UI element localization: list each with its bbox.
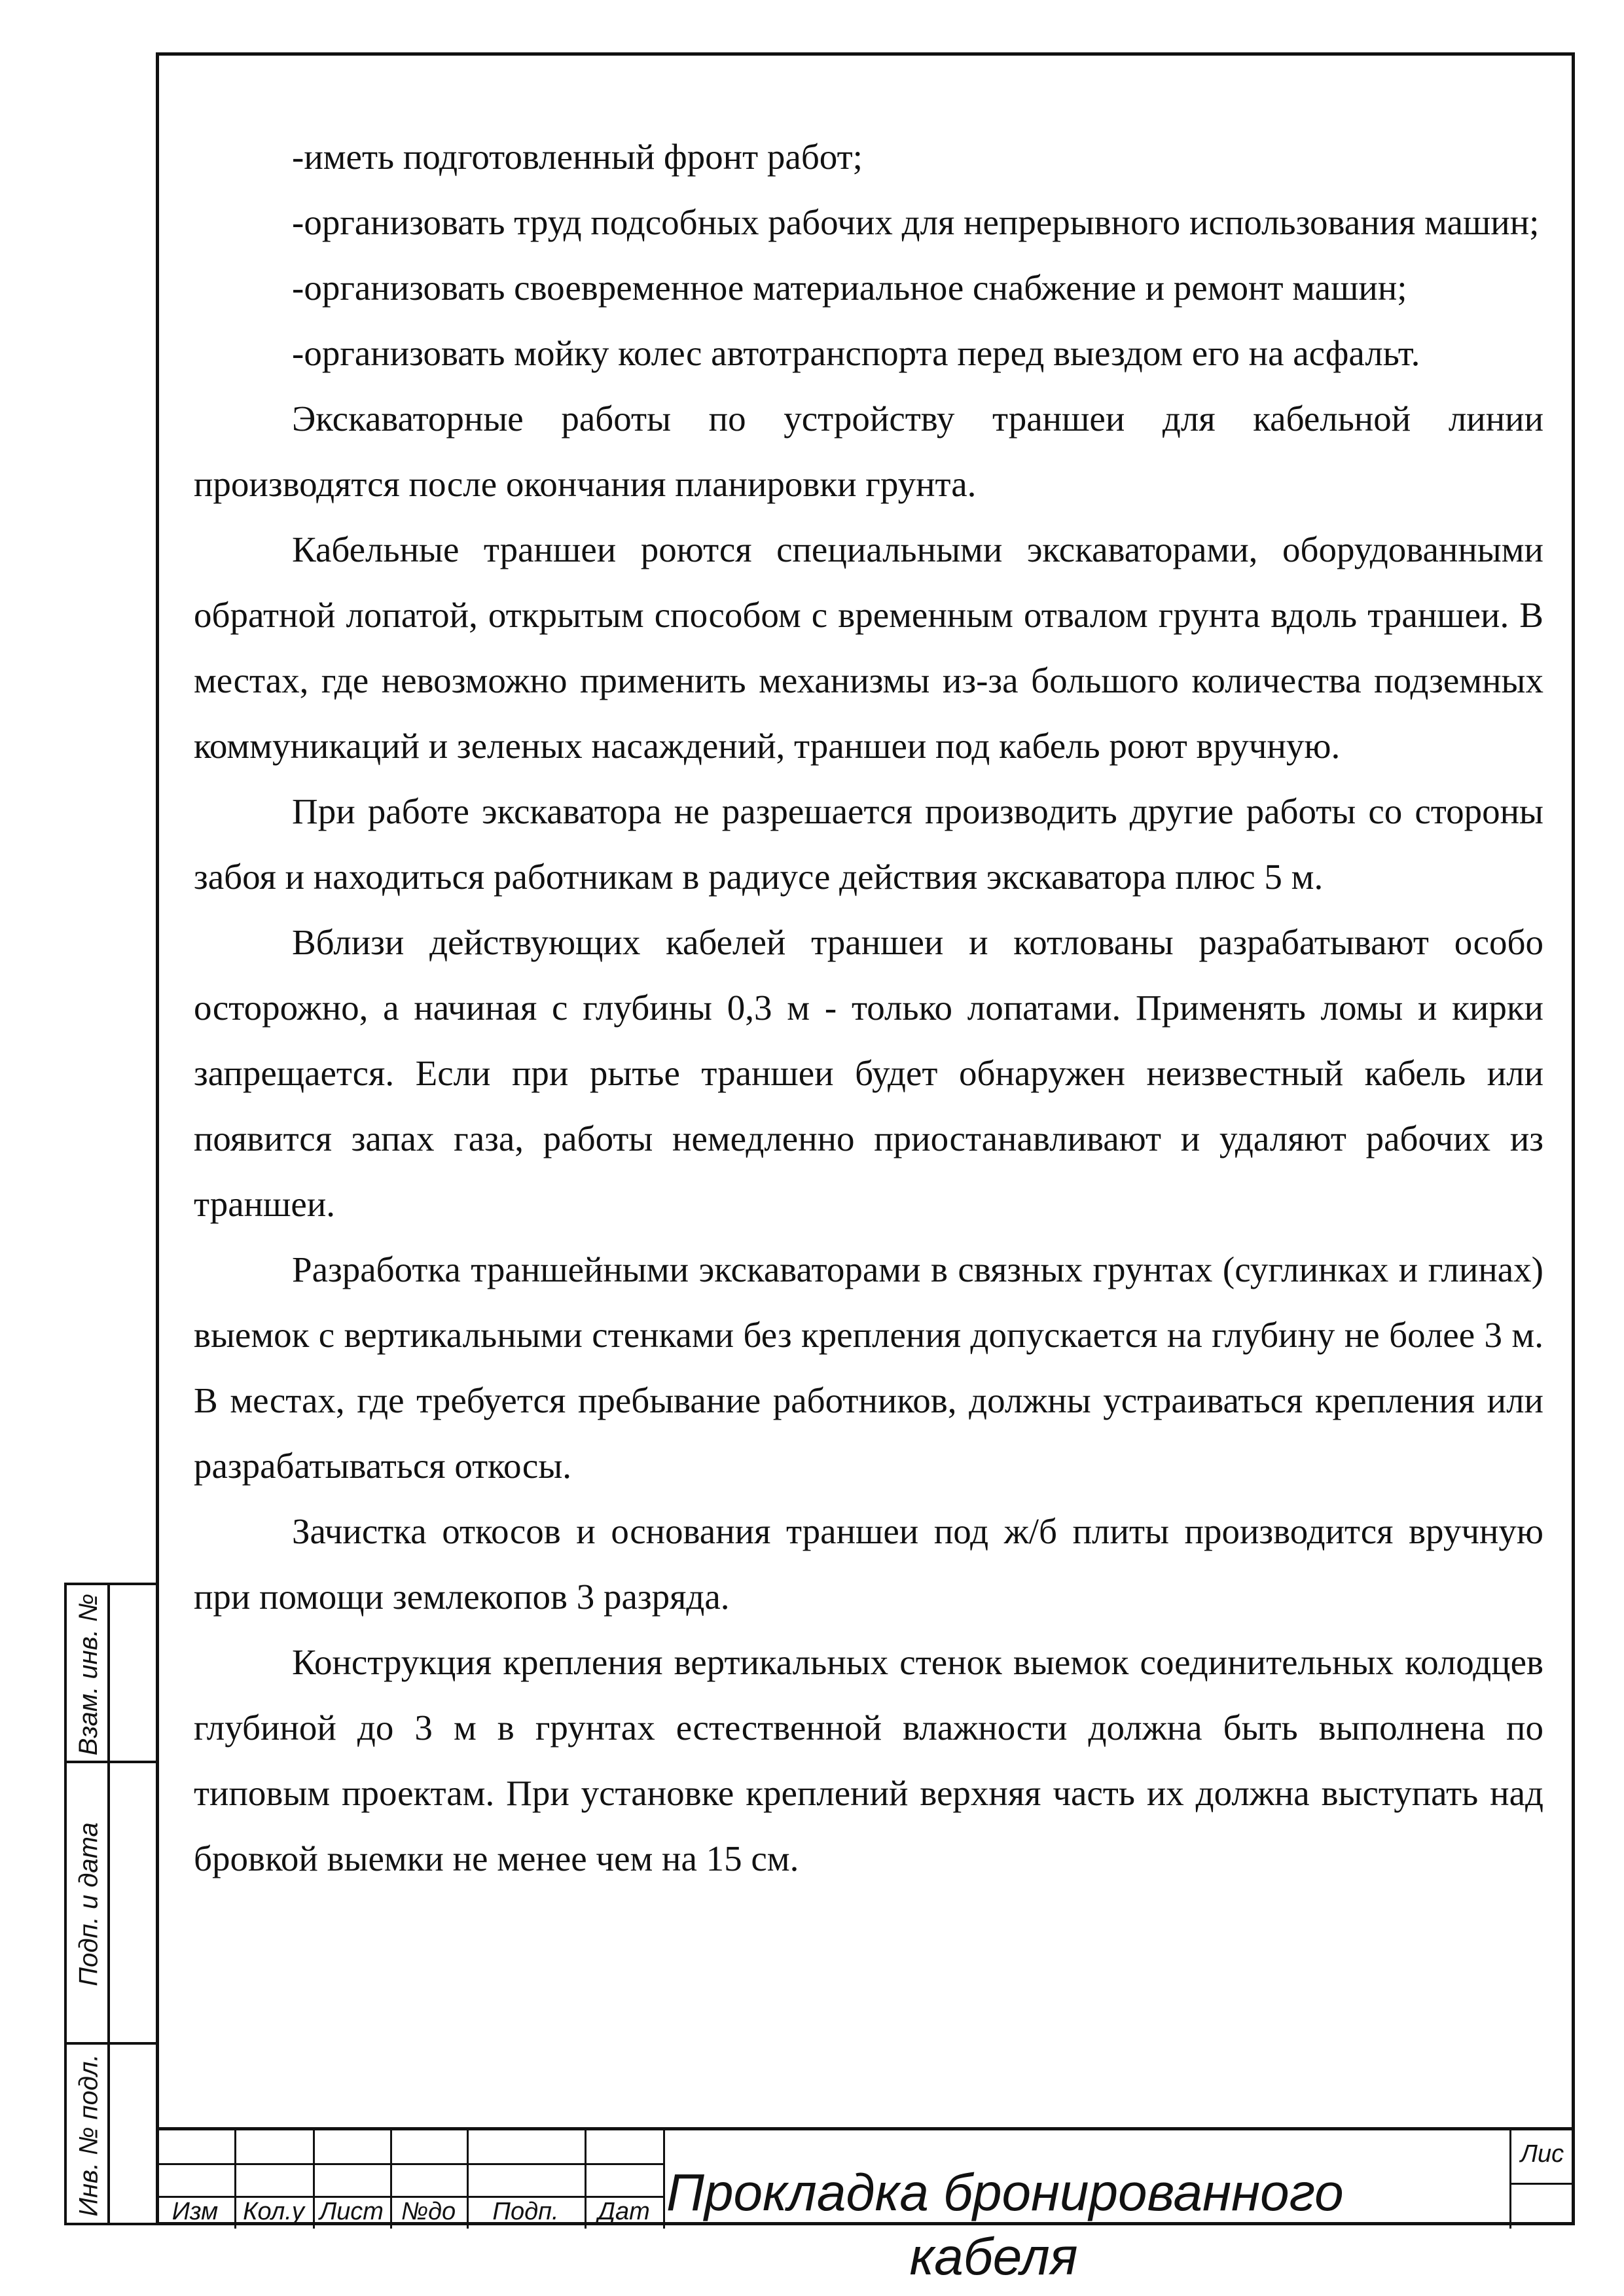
paragraph: Экскаваторные работы по устройству траншеи для кабельной линии производятся после окончания планировки грунта. xyxy=(194,399,1543,504)
sheet-label: Лис xyxy=(1520,2140,1564,2168)
side-cell-podp xyxy=(64,1761,156,2042)
side-label-inv: Инв. № подл. xyxy=(74,2053,103,2217)
column-label-kol: Кол.у xyxy=(243,2198,304,2225)
paragraph: При работе экскаватора не разрешается производить другие работы со стороны забоя и находиться работникам в радиусе действия экскаватора плюс 5 м. xyxy=(194,791,1543,897)
column-label-izm: Изм xyxy=(171,2198,219,2225)
side-stamp-strip xyxy=(64,1583,156,2225)
column-label-list: Лист xyxy=(319,2198,384,2225)
paragraph: -организовать труд подсобных рабочих для непрерывного использования машин; xyxy=(292,202,1540,242)
document-title: Прокладка бронированного xyxy=(666,2163,1344,2221)
document-title-continued: кабеля xyxy=(909,2227,1078,2286)
paragraph: Кабельные траншеи роются специальными экскаваторами, оборудованными обратной лопатой, открытым способом с временным отвалом грунта вдоль траншеи. В местах, где невозможно применить механизмы из-за большого количества подземных коммуникаций и зеленых насаждений, траншеи под кабель роют вручную. xyxy=(194,529,1543,766)
column-label-ndok: №до xyxy=(401,2198,456,2225)
paragraph: -иметь подготовленный фронт работ; xyxy=(292,137,863,177)
side-label-podp: Подп. и дата xyxy=(74,1821,103,1986)
paragraph: -организовать своевременное материальное снабжение и ремонт машин; xyxy=(292,268,1407,308)
paragraph: Вблизи действующих кабелей траншеи и котлованы разрабатывают особо осторожно, а начиная с глубины 0,3 м - только лопатами. Применять ломы и кирки запрещается. Если при рытье траншеи будет обнаружен неизвестный кабель или появится запах газа, работы немедленно приостанавливают и удаляют рабочих из траншеи. xyxy=(194,922,1543,1224)
paragraph: Зачистка откосов и основания траншеи под ж/б плиты производится вручную при помощи землекопов 3 разряда. xyxy=(194,1511,1543,1617)
paragraph: Конструкция крепления вертикальных стенок выемок соединительных колодцев глубиной до 3 м в грунтах естественной влажности должна быть выполнена по типовым проектам. При установке креплений верхняя часть их должна выступать над бровкой выемки не менее чем на 15 см. xyxy=(194,1642,1543,1878)
paragraph: Разработка траншейными экскаваторами в связных грунтах (суглинках и глинах) выемок с вертикальными стенками без крепления допускается на глубину не более 3 м. В местах, где требуется пребывание работников, должны устраиваться крепления или разрабатываться откосы. xyxy=(194,1249,1543,1486)
paragraph: -организовать мойку колес автотранспорта перед выездом его на асфальт. xyxy=(292,333,1420,373)
title-block xyxy=(156,2127,1575,2286)
side-label-vzam: Взам. инв. № xyxy=(74,1593,103,1755)
document-body xyxy=(194,124,1543,1892)
side-cell-vzam xyxy=(64,1583,156,1761)
column-label-date: Дат xyxy=(598,2198,650,2225)
side-cell-inv xyxy=(64,2042,156,2225)
column-label-podp: Подп. xyxy=(492,2198,559,2225)
